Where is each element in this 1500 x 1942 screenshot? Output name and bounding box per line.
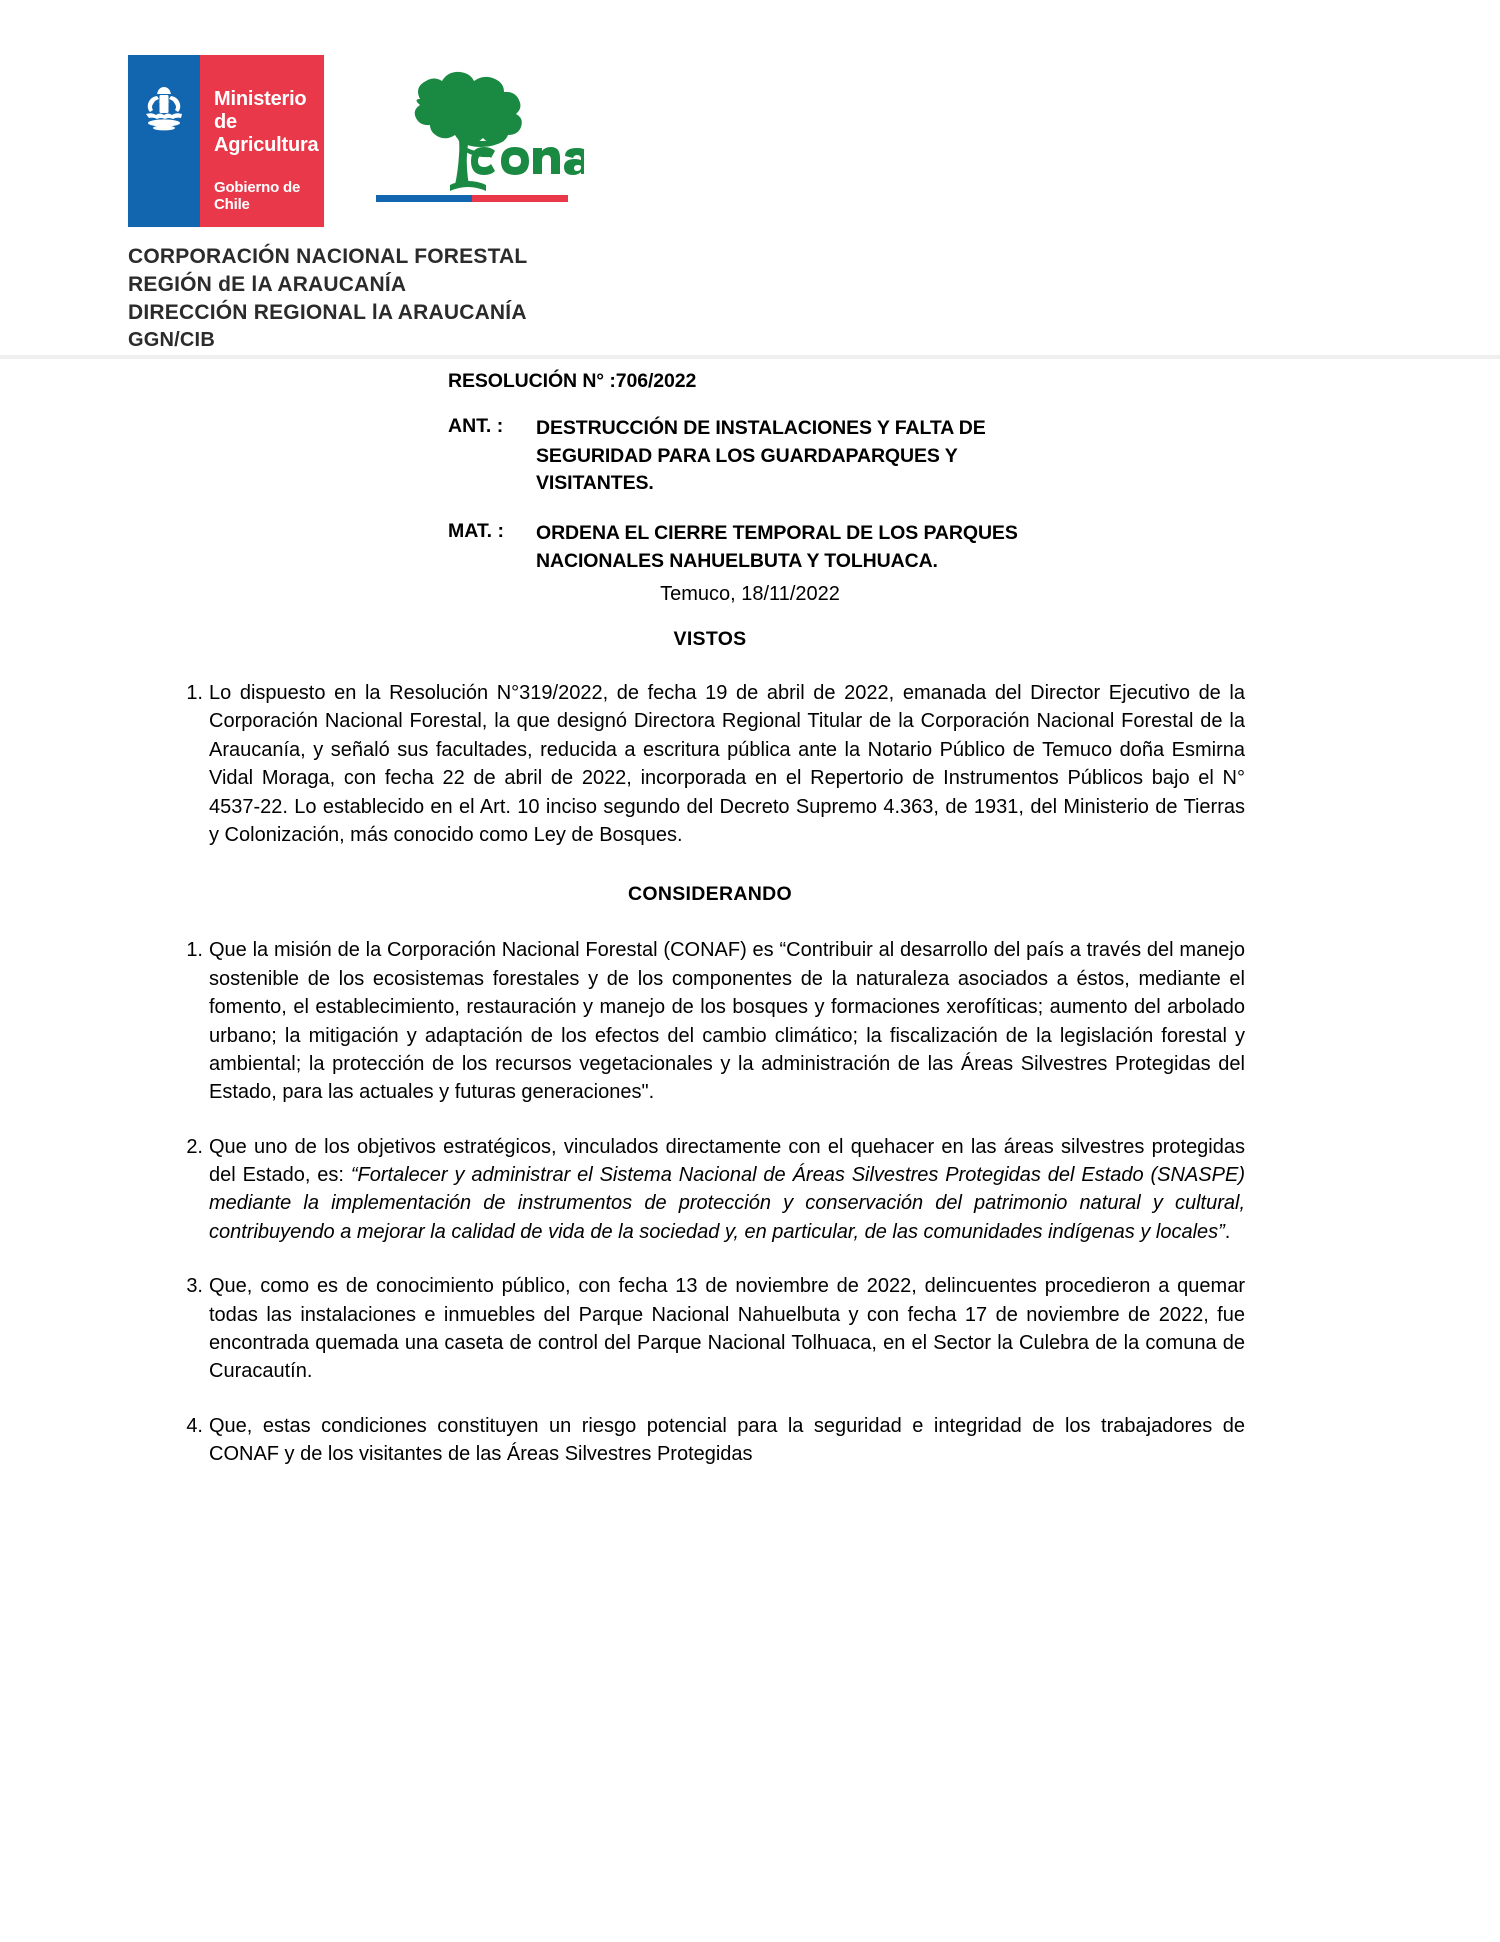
logo-red-panel: [200, 55, 324, 227]
matter-value: ORDENA EL CIERRE TEMPORAL DE LOS PARQUES NACIONALES NAHUELBUTA Y TOLHUACA.: [536, 522, 1018, 572]
list-item: [175, 679, 1245, 849]
list-item: [175, 1133, 1245, 1247]
org-line-code: GGN/CIB: [128, 328, 215, 351]
organization-header: [128, 243, 527, 353]
org-line-region: REGIÓN dE lA ARAUCANÍA: [128, 272, 407, 296]
antecedent-label: ANT. :: [448, 415, 504, 437]
list-text: Que la misión de la Corporación Nacional Forestal (CONAF) es “Contribuir al desarrollo del país a través del manejo sostenible de los ecosistemas forestales y de los componentes de la naturaleza asociados a éstos, mediante el fomento, el establecimiento, restauración y manejo de los bosques y formaciones xerofíticas; aumento del arbolado urbano; la mitigación y adaptación de los efectos del cambio climático; la fiscalización de la legislación forestal y ambiental; la protección de los recursos vegetacionales y la administración de las Áreas Silvestres Protegidas del Estado, para las actuales y futuras generaciones".: [209, 939, 1245, 1104]
list-item: [175, 1412, 1245, 1469]
conaf-logo: [372, 55, 598, 227]
list-item: [175, 936, 1245, 1106]
conaf-tree-icon: [372, 69, 584, 193]
list-marker: 3.: [186, 1275, 203, 1298]
org-line-corporacion: CORPORACIÓN NACIONAL FORESTAL: [128, 245, 528, 268]
logo-blue-panel: [128, 55, 200, 227]
list-text: Lo dispuesto en la Resolución N°319/2022, de fecha 19 de abril de 2022, emanada del Director Ejecutivo de la Corporación Nacional Forestal, la que designó Directora Regional Titular de la Corporación Nacional Forestal de la Araucanía, y señaló sus facultades, reducida a escritura pública ante la Notario Público de Temuco doña Esmirna Vidal Moraga, con fecha 22 de abril de 2022, incorporada en el Repertorio de Instrumentos Públicos bajo el N° 4537-22. Lo establecido en el Art. 10 inciso segundo del Decreto Supremo 4.363, de 1931, del Ministerio de Tierras y Colonización, más conocido como Ley de Bosques.: [209, 682, 1245, 846]
ministry-title-line2: Agricultura: [214, 134, 319, 156]
list-marker: 2.: [186, 1135, 203, 1158]
resolution-header-block: [448, 370, 1048, 597]
considerando-heading: CONSIDERANDO: [628, 883, 792, 906]
list-text-lead: Que uno de los objetivos estratégicos, vinculados directamente con el quehacer en las áreas silvestres protegidas del Estado, es:: [209, 1135, 1245, 1187]
list-text-tail: .: [1224, 1220, 1231, 1243]
vistos-heading: VISTOS: [673, 628, 747, 650]
matter-label: MAT. :: [448, 520, 504, 543]
ministry-title: [214, 88, 324, 157]
org-line-direccion: DIRECCIÓN REGIONAL lA ARAUCANÍA: [128, 300, 527, 324]
conaf-flag-bar: [376, 195, 568, 202]
document-body: [175, 628, 1245, 1469]
conaf-bar-blue: [376, 195, 472, 202]
list-text: Que, como es de conocimiento público, con fecha 13 de noviembre de 2022, delincuentes procedieron a quemar todas las instalaciones e inmuebles del Parque Nacional Nahuelbuta y con fecha 17 de noviembre de 2022, fue encontrada quemada una caseta de control del Parque Nacional Tolhuaca, en el Sector la Culebra de la comuna de Curacautín.: [209, 1275, 1245, 1383]
logo-header: [128, 55, 598, 227]
conaf-bar-red: [472, 195, 568, 202]
considerando-list: [175, 936, 1245, 1468]
header-divider: [0, 355, 1500, 359]
chile-coat-of-arms-icon: [138, 83, 190, 131]
place-and-date: Temuco, 18/11/2022: [660, 583, 840, 605]
list-marker: 4.: [186, 1414, 203, 1437]
matter-row: [448, 520, 1048, 575]
ministry-title-line1: Ministerio de: [214, 88, 307, 133]
ministry-of-agriculture-logo: [128, 55, 324, 227]
government-subtitle: Gobierno de Chile: [214, 179, 301, 213]
resolution-number: RESOLUCIÓN N° :706/2022: [448, 370, 697, 392]
antecedent-value: DESTRUCCIÓN DE INSTALACIONES Y FALTA DE SEGURIDAD PARA LOS GUARDAPARQUES Y VISITANTES.: [536, 417, 986, 495]
list-marker: 1.: [186, 939, 203, 962]
list-text: Que, estas condiciones constituyen un riesgo potencial para la seguridad e integridad de los trabajadores de CONAF y de los visitantes de las Áreas Silvestres Protegidas: [209, 1414, 1245, 1466]
list-text-italic: “Fortalecer y administrar el Sistema Nacional de Áreas Silvestres Protegidas del Estado (SNASPE) mediante la implementación de instrumentos de protección y conservación del patrimonio natural y cultural, contribuyendo a mejorar la calidad de vida de la sociedad y, en particular, de las comunidades indígenas y locales”: [209, 1164, 1245, 1243]
list-marker: 1.: [186, 682, 203, 704]
list-item: [175, 1272, 1245, 1386]
vistos-list: [175, 679, 1245, 849]
antecedent-row: [448, 415, 1048, 498]
